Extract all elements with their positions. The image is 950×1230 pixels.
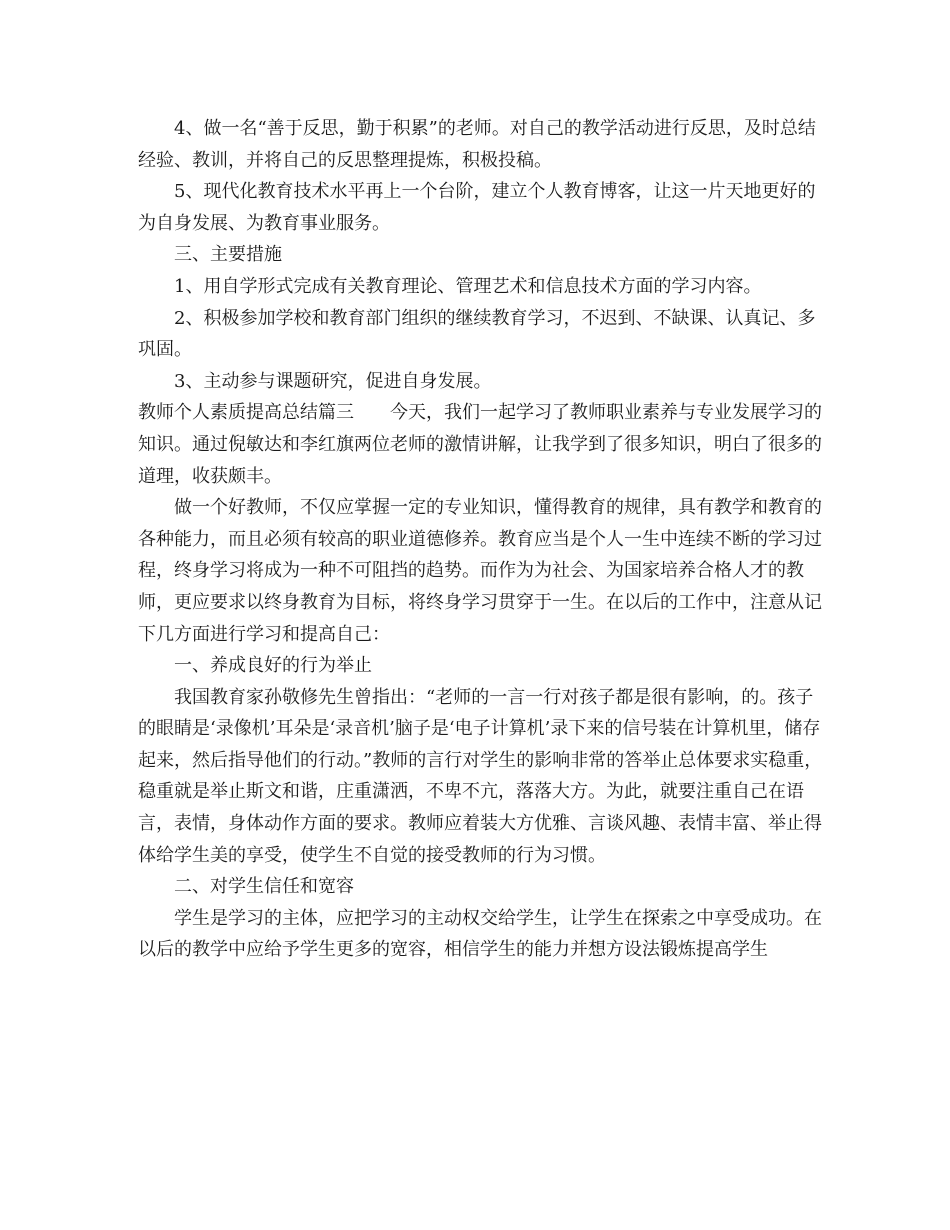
paragraph-measure-2: 2、积极参加学校和教育部门组织的继续教育学习，不迟到、不缺课、认真记、多巩固。 [138, 307, 816, 361]
paragraph-item-5: 5、现代化教育技术水平再上一个台阶，建立个人教育博客，让这一片天地更好的为自身发展、为教育事业服务。 [138, 181, 816, 234]
paragraph-trust: 学生是学习的主体，应把学习的主动权交给学生，让学生在探索之中享受成功。在以后的教学中应给予学生更多的宽容，相信学生的能力并想方设法锻炼提高学生 [138, 907, 822, 961]
paragraph-measure-1: 1、用自学形式完成有关教育理论、管理艺术和信息技术方面的学习内容。 [174, 275, 762, 297]
paragraph-measure-3: 3、主动参与课题研究，促进自身发展。 [174, 370, 492, 392]
section-heading-behavior: 一、养成良好的行为举止 [174, 655, 372, 677]
section-heading-trust: 二、对学生信任和宽容 [174, 876, 354, 898]
paragraph-item-4: 4、做一名“善于反思，勤于积累”的老师。对自己的教学活动进行反思，及时总结经验、教训，并将自己的反思整理提炼，积极投稿。 [138, 118, 816, 171]
paragraph-good-teacher: 做一个好教师，不仅应掌握一定的专业知识，懂得教育的规律，具有教学和教育的各种能力，而且必须有较高的职业道德修养。教育应当是个人一生中连续不断的学习过程，终身学习将成为一种不可阻挡的趋势。而作为为社会、为国家培养合格人才的教师，更应要求以终身教育为目标，将终身学习贯穿于一生。在以后的工作中，注意从记下几方面进行学习和提高自己： [138, 497, 822, 645]
section-heading-measures: 三、主要措施 [174, 244, 282, 266]
article-heading-part-three: 教师个人素质提高总结篇三 今天，我们一起学习了教师职业素养与专业发展学习的知识。通过倪敏达和李红旗两位老师的激情讲解，让我学到了很多知识，明白了很多的道理，收获颇丰。 [138, 402, 822, 487]
document-page [138, 113, 826, 966]
paragraph-behavior: 我国教育家孙敬修先生曾指出：“老师的一言一行对孩子都是很有影响，的。孩子的眼睛是‘录像机’耳朵是‘录音机’脑子是‘电子计算机’录下来的信号装在计算机里，储存起来，然后指导他们的行动。”教师的言行对学生的影响非常的答举止总体要求实稳重，稳重就是举止斯文和谐，庄重潇洒，不卑不亢，落落大方。为此，就要注重自己在语言，表情，身体动作方面的要求。教师应着装大方优雅、言谈风趣、表情丰富、举止得体给学生美的享受，使学生不自觉的接受教师的行为习惯。 [138, 686, 823, 866]
